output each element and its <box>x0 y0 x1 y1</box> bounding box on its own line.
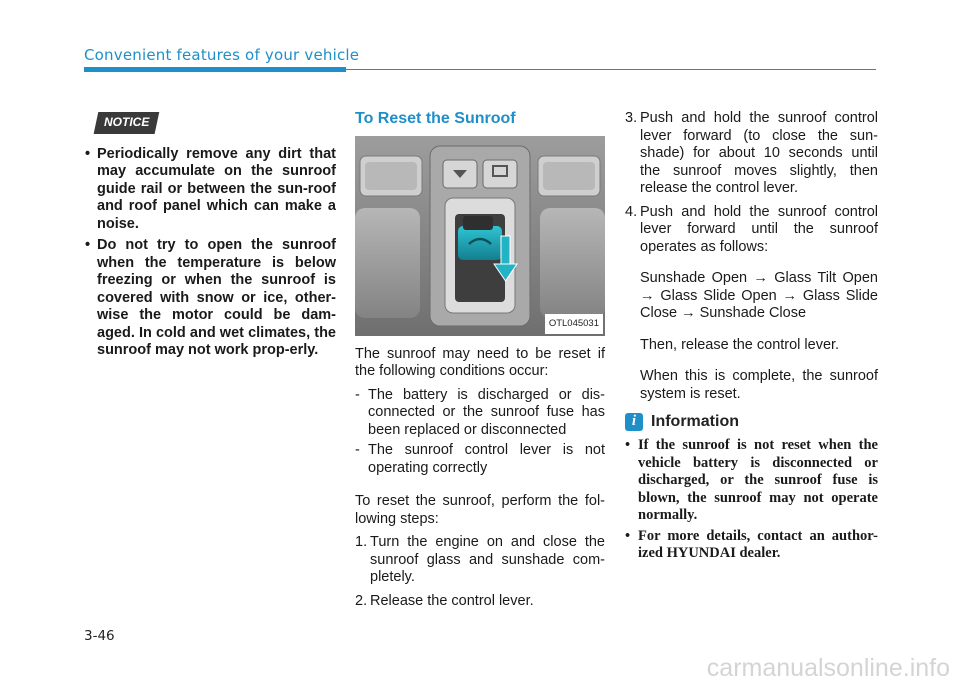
release-instruction: Then, release the control lever. <box>640 336 840 353</box>
step-item: 3. Push and hold the sunroof control lever forward (to close the sun-shade) for about 10 seconds until the sunroof moves slightly, then release the control lever. <box>625 110 878 196</box>
reset-intro: The sunroof may need to be reset if the following conditions occur: <box>355 345 605 379</box>
reset-heading: To Reset the Sunroof <box>355 110 516 127</box>
condition-item: - The battery is discharged or dis-connected or the sunroof fuse has been replaced or disconnected <box>355 386 605 438</box>
condition-item: - The sunroof control lever is not operating correctly <box>355 442 605 476</box>
section-header-title: Convenient features of your vehicle <box>84 46 360 64</box>
overhead-console-illustration <box>355 136 605 336</box>
reset-complete: When this is complete, the sunroof system is reset. <box>640 368 878 402</box>
information-list <box>625 437 878 563</box>
information-title: Information <box>651 413 739 431</box>
notice-item: • Periodically remove any dirt that may accumulate on the sunroof guide rail or between the sun-roof and roof panel which can make a noise. <box>84 146 336 234</box>
sunroof-control-photo <box>355 136 605 336</box>
steps-column <box>625 110 878 566</box>
information-header <box>625 413 878 431</box>
image-caption: OTL045031 <box>545 314 603 334</box>
step-item: 1. Turn the engine on and close the sunroof glass and sunshade com-pletely. <box>355 534 605 585</box>
notice-column <box>84 112 336 364</box>
info-icon: i <box>625 413 643 431</box>
information-item: • If the sunroof is not reset when the vehicle battery is disconnected or discharged, or the sunroof fuse is blown, the sunroof may not operate normally. <box>625 437 878 525</box>
operation-sequence: Sunshade Open → Glass Tilt Open → Glass Slide Open → Glass Slide Close → Sunshade Close <box>640 270 878 321</box>
watermark: carmanualsonline.info <box>706 654 950 682</box>
page-number: 3-46 <box>84 628 115 644</box>
notice-list <box>84 146 336 360</box>
notice-item: • Do not try to open the sunroof when the temperature is below freezing or when the sunroof is covered with snow or ice, other-wise the motor could be dam-aged. In cold and wet climates, the sunroof may not work prop-erly. <box>84 237 336 360</box>
step-item: 4. Push and hold the sunroof control lever forward until the sunroof operates as follows: <box>625 203 878 255</box>
step-item: 2. Release the control lever. <box>355 592 534 609</box>
steps-intro: To reset the sunroof, perform the fol-lowing steps: <box>355 493 605 527</box>
section-header-bar <box>84 67 346 72</box>
notice-badge: NOTICE <box>94 112 160 134</box>
information-item: • For more details, contact an author-ized HYUNDAI dealer. <box>625 528 878 563</box>
reset-column <box>355 110 605 616</box>
section-header-rule <box>346 69 876 70</box>
